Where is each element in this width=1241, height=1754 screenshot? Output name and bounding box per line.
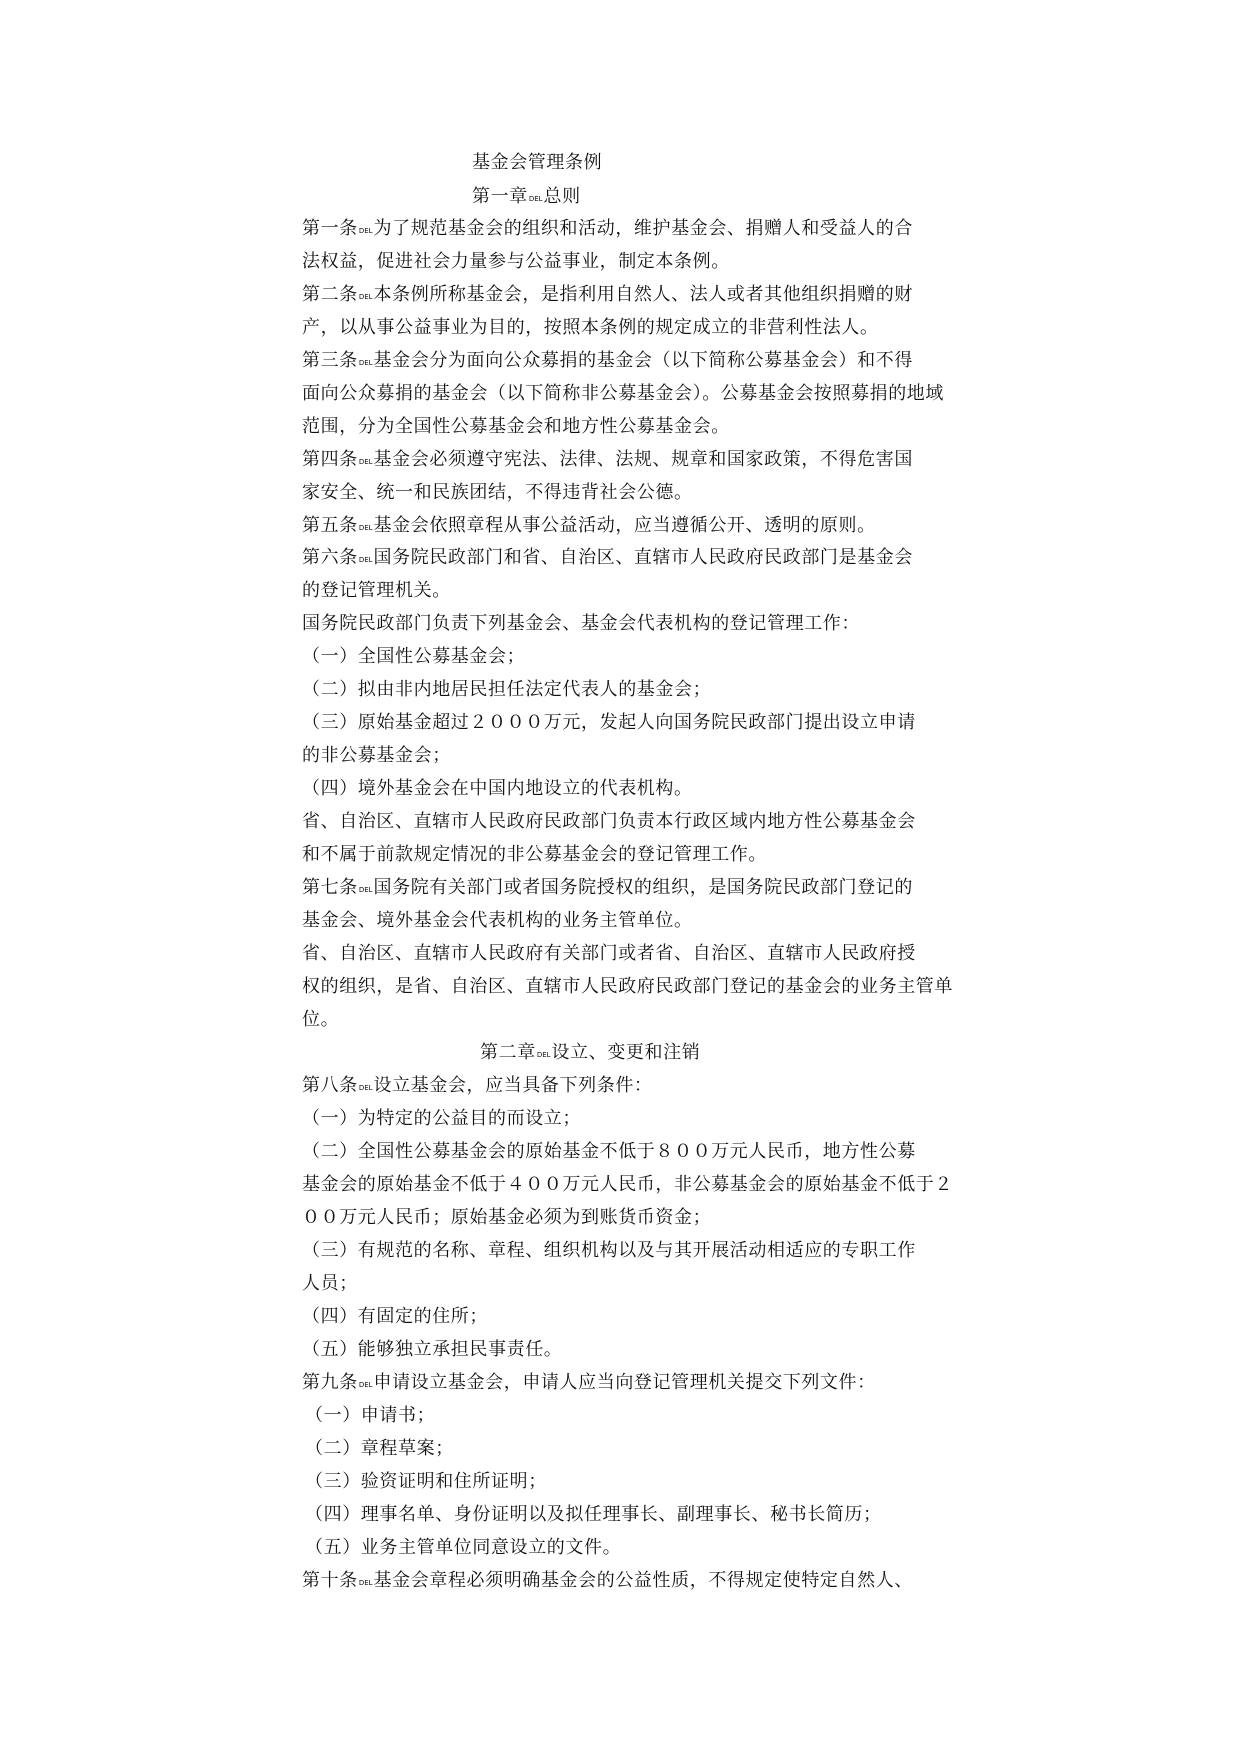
text-line: 产，以从事公益事业为目的，按照本条例的规定成立的非营利性法人。 — [302, 317, 879, 338]
list-item: （五）业务主管单位同意设立的文件。 — [305, 1537, 622, 1558]
text-line: ００万元人民币；原始基金必须为到账货币资金； — [302, 1207, 712, 1228]
del-mark: DEL — [358, 556, 373, 564]
chapter-title: 总则 — [543, 186, 581, 207]
del-mark: DEL — [358, 458, 373, 466]
article-label: 第六条 — [302, 547, 358, 568]
del-mark: DEL — [358, 1084, 373, 1092]
article-label: 第八条 — [302, 1075, 358, 1096]
article-label: 第二条 — [302, 284, 358, 305]
text-line: 省、自治区、直辖市人民政府有关部门或者省、自治区、直辖市人民政府授 — [302, 943, 916, 964]
article-8 — [302, 1075, 653, 1099]
article-1 — [302, 218, 913, 242]
text-line: 国务院民政部门负责下列基金会、基金会代表机构的登记管理工作： — [302, 613, 860, 634]
article-text: 本条例所称基金会，是指利用自然人、法人或者其他组织捐赠的财 — [373, 284, 913, 305]
article-text: 申请设立基金会，申请人应当向登记管理机关提交下列文件： — [373, 1372, 876, 1393]
article-5 — [302, 515, 876, 539]
article-7 — [302, 877, 913, 901]
article-text: 基金会分为面向公众募捐的基金会（以下简称公募基金会）和不得 — [373, 350, 913, 371]
text-line: 基金会、境外基金会代表机构的业务主管单位。 — [302, 910, 693, 931]
text-line: 权的组织，是省、自治区、直辖市人民政府民政部门登记的基金会的业务主管单 — [302, 976, 953, 997]
article-text: 基金会依照章程从事公益活动，应当遵循公开、透明的原则。 — [373, 515, 876, 536]
list-item: （一）为特定的公益目的而设立； — [302, 1108, 581, 1129]
list-item: （四）有固定的住所； — [302, 1306, 488, 1327]
chapter-2-heading — [480, 1042, 700, 1066]
chapter-label: 第一章 — [472, 186, 528, 207]
list-item: （四）境外基金会在中国内地设立的代表机构。 — [302, 778, 693, 799]
text-line: 法权益，促进社会力量参与公益事业，制定本条例。 — [302, 251, 730, 272]
del-mark: DEL — [528, 195, 543, 203]
article-10 — [302, 1570, 913, 1594]
document-title-text: 基金会管理条例 — [472, 152, 603, 173]
text-line: 人员； — [302, 1273, 358, 1294]
article-3 — [302, 350, 913, 374]
del-mark: DEL — [358, 293, 373, 301]
chapter-title: 设立、变更和注销 — [551, 1042, 701, 1063]
article-6 — [302, 547, 913, 571]
article-label: 第五条 — [302, 515, 358, 536]
text-line: 范围，分为全国性公募基金会和地方性公募基金会。 — [302, 416, 730, 437]
del-mark: DEL — [358, 227, 373, 235]
article-text: 设立基金会，应当具备下列条件： — [373, 1075, 653, 1096]
article-label: 第一条 — [302, 218, 358, 239]
article-text: 基金会章程必须明确基金会的公益性质，不得规定使特定自然人、 — [373, 1570, 913, 1591]
document-title — [472, 152, 602, 174]
text-line: 的非公募基金会； — [302, 745, 451, 766]
del-mark: DEL — [358, 524, 373, 532]
text-line: 基金会的原始基金不低于４００万元人民币，非公募基金会的原始基金不低于２ — [302, 1174, 953, 1195]
article-text: 国务院民政部门和省、自治区、直辖市人民政府民政部门是基金会 — [373, 547, 913, 568]
list-item: （二）全国性公募基金会的原始基金不低于８００万元人民币，地方性公募 — [302, 1141, 916, 1162]
text-line: 位。 — [302, 1009, 340, 1030]
list-item: （五）能够独立承担民事责任。 — [302, 1339, 563, 1360]
del-mark: DEL — [358, 359, 373, 367]
text-line: 的登记管理机关。 — [302, 580, 451, 601]
del-mark: DEL — [358, 1381, 373, 1389]
list-item: （四）理事名单、身份证明以及拟任理事长、副理事长、秘书长简历； — [305, 1504, 882, 1525]
article-label: 第四条 — [302, 449, 358, 470]
text-line: 省、自治区、直辖市人民政府民政部门负责本行政区域内地方性公募基金会 — [302, 811, 916, 832]
chapter-1-heading — [472, 186, 581, 210]
article-label: 第九条 — [302, 1372, 358, 1393]
list-item: （一）申请书； — [305, 1405, 436, 1426]
del-mark: DEL — [358, 886, 373, 894]
list-item: （三）验资证明和住所证明； — [305, 1471, 547, 1492]
list-item: （二）章程草案； — [305, 1438, 454, 1459]
text-line: 家安全、统一和民族团结，不得违背社会公德。 — [302, 482, 693, 503]
del-mark: DEL — [536, 1051, 551, 1059]
text-line: 面向公众募捐的基金会（以下简称非公募基金会）。公募基金会按照募捐的地域 — [302, 383, 944, 404]
list-item: （三）原始基金超过２０００万元，发起人向国务院民政部门提出设立申请 — [302, 712, 916, 733]
article-text: 国务院有关部门或者国务院授权的组织，是国务院民政部门登记的 — [373, 877, 913, 898]
list-item: （二）拟由非内地居民担任法定代表人的基金会； — [302, 679, 712, 700]
del-mark: DEL — [358, 1579, 373, 1587]
article-label: 第三条 — [302, 350, 358, 371]
chapter-label: 第二章 — [480, 1042, 536, 1063]
article-label: 第十条 — [302, 1570, 358, 1591]
article-text: 为了规范基金会的组织和活动，维护基金会、捐赠人和受益人的合 — [373, 218, 913, 239]
article-4 — [302, 449, 913, 473]
article-9 — [302, 1372, 876, 1396]
list-item: （三）有规范的名称、章程、组织机构以及与其开展活动相适应的专职工作 — [302, 1240, 916, 1261]
article-text: 基金会必须遵守宪法、法律、法规、规章和国家政策，不得危害国 — [373, 449, 913, 470]
article-label: 第七条 — [302, 877, 358, 898]
article-2 — [302, 284, 913, 308]
list-item: （一）全国性公募基金会； — [302, 646, 526, 667]
text-line: 和不属于前款规定情况的非公募基金会的登记管理工作。 — [302, 844, 767, 865]
